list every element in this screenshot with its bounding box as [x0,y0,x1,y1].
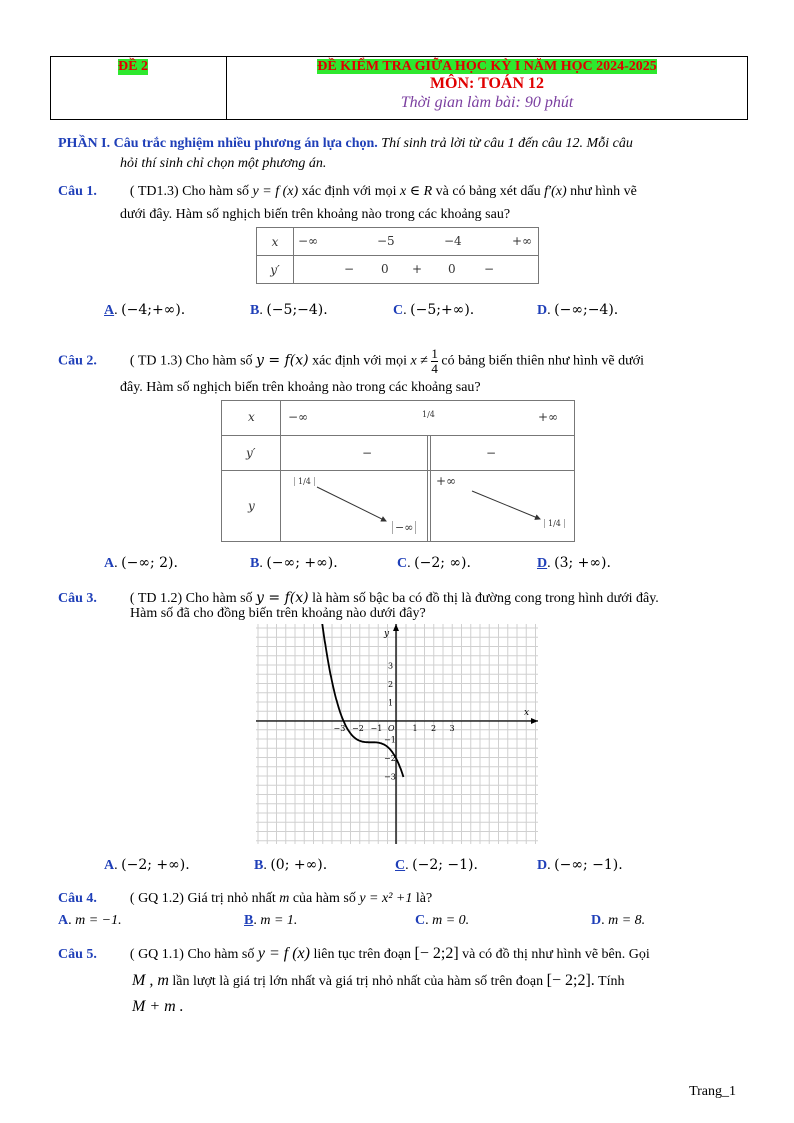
q2-y-val: −∞ [392,521,416,534]
q2-option-d[interactable]: D. (3; +∞). [537,555,611,571]
q3-xtick: 2 [431,724,437,733]
q3-text: ( TD 1.2) Cho hàm số [129,591,253,606]
q1-text: như hình vẽ [570,184,637,199]
q2-x-val: −∞ [288,410,309,424]
title-cell [227,57,747,119]
q2-x-val: 1/4 [422,410,435,419]
q2-frac-num: 1 [431,346,438,361]
q1-x-val: −∞ [298,234,319,248]
q2-option-b[interactable]: B. (−∞; +∞). [250,555,338,571]
q3-option-d[interactable]: D. (−∞; −1). [537,857,623,873]
q1-x-val: +∞ [512,234,533,248]
q3-xtick: −2 [352,724,364,733]
q1-text: ( TD1.3) Cho hàm số [129,184,250,199]
q2-x-val: +∞ [538,410,559,424]
q2-text: ( TD 1.3) Cho hàm số [129,353,253,369]
q3-ytick: −1 [384,735,396,745]
part1-heading [58,133,633,155]
q5-label: Câu 5. [58,947,97,962]
q3-xtick: −1 [370,724,383,733]
q5-line3: M + m . [132,998,184,1015]
q3-xtick: −3 [333,724,346,733]
q2-variation-table [221,400,575,542]
q1-sign: 0 [381,262,389,276]
q3-option-a[interactable]: A. (−2; +∞). [104,857,190,873]
q1-x-val: −5 [377,234,395,248]
q5-text: liên tục trên đoạn [313,947,412,962]
q1-table-yp: y′ [257,256,294,284]
q2-math: x ≠ [410,353,428,369]
q4-math: m [279,891,290,906]
q1-sign: 0 [448,262,456,276]
q1-x-val: −4 [444,234,462,248]
q1-table-yprow [294,256,539,284]
q4-option-a[interactable]: A. m = −1. [58,913,122,928]
q3-graph [256,624,538,844]
q1-text: và có bảng xét dấu [435,184,541,199]
q2-line1 [58,347,644,376]
page-number: Trang_1 [689,1084,736,1099]
q3-ytick: −2 [384,754,396,763]
q3-ytick: 3 [388,661,394,671]
q2-frac-den: 4 [431,361,438,376]
q2-fraction [431,347,438,376]
q3-origin: O [388,724,395,733]
q3-ytick: 2 [388,680,394,689]
q5-text: lần lượt là giá trị lớn nhất và giá trị nhỏ nhất của hàm số trên đoạn [172,974,544,989]
q4-line1 [58,888,432,910]
q2-x-head: x [248,410,255,424]
q2-y-val: 1/4 [294,477,315,486]
q3-ylabel: y [384,629,390,639]
q1-line1 [58,181,637,203]
exam-code-cell [51,57,227,119]
q3-ytick: 1 [388,698,394,708]
subject: MÔN: TOÁN 12 [429,75,545,92]
q3-xtick: 1 [412,724,418,733]
q2-option-c[interactable]: C. (−2; ∞). [397,555,471,571]
part1-instr2: hỏi thí sinh chỉ chọn một phương án. [120,156,327,171]
q2-text: có bảng biến thiên như hình vẽ dưới [441,353,644,369]
q4-option-b[interactable]: B. m = 1. [244,913,298,928]
q2-y-head: y [248,499,255,513]
part1-instr1: Thí sinh trả lời từ câu 1 đến câu 12. Mỗi câu [381,136,633,151]
q1-line2: dưới đây. Hàm số nghịch biến trên khoảng nào trong các khoảng sau? [120,207,511,222]
q1-math: f′(x) [544,184,567,199]
q2-yp-head: y′ [246,446,256,460]
q3-option-c[interactable]: C. (−2; −1). [395,857,478,873]
q5-text: Tính [598,974,625,989]
q1-sign: − [484,262,495,276]
exam-time: Thời gian làm bài: 90 phút [400,94,574,111]
q1-math: x ∈ R [400,184,433,199]
q2-y-val: 1/4 [544,519,565,528]
q2-label: Câu 2. [58,353,97,369]
q4-text: là? [415,891,433,906]
q4-text: của hàm số [292,891,356,906]
q1-label: Câu 1. [58,184,97,199]
q2-arrows [222,401,574,541]
header-table [50,56,748,120]
q2-line2: đây. Hàm số nghịch biến trên khoảng nào trong các khoảng sau? [120,380,481,395]
q3-xlabel: x [524,708,530,718]
q4-math: y = x² +1 [359,891,413,906]
q3-math: y = f(x) [256,590,309,606]
q4-option-d[interactable]: D. m = 8. [591,913,646,928]
q5-math: [− 2;2] [414,945,459,962]
q3-ytick: −3 [384,772,396,782]
q4-option-c[interactable]: C. m = 0. [415,913,470,928]
q4-label: Câu 4. [58,891,97,906]
q2-yp-sign: − [486,446,497,460]
q5-text: ( GQ 1.1) Cho hàm số [129,947,255,962]
q1-option-d[interactable]: D. (−∞;−4). [537,302,619,318]
q3-text: là hàm số bậc ba có đồ thị là đường cong trong hình dưới đây. [312,591,659,606]
q5-math: y = f (x) [257,945,310,962]
q2-yp-sign: − [362,446,373,460]
q3-line2: Hàm số đã cho đồng biến trên khoảng nào dưới đây? [130,606,426,621]
q1-text: xác định với mọi [301,184,397,199]
q5-line2 [132,970,624,993]
q1-option-c[interactable]: C. (−5;+∞). [393,302,475,318]
part1-label: PHẦN I. Câu trắc nghiệm nhiều phương án lựa chọn. [58,136,378,151]
q1-sign: − [344,262,355,276]
q5-text: và có đồ thị như hình vẽ bên. Gọi [462,947,650,962]
q1-option-a[interactable]: A. (−4;+∞). [104,302,186,318]
q5-line1 [58,943,650,966]
q2-option-a[interactable]: A. (−∞; 2). [104,555,178,571]
q1-math: y = f (x) [252,184,299,199]
q2-text: xác định với mọi [312,353,407,369]
q1-sign: + [412,262,423,276]
q2-y-val: +∞ [436,474,457,488]
exam-title: ĐỀ KIỂM TRA GIỮA HỌC KỲ I NĂM HỌC 2024-2025 [317,59,657,74]
q3-label: Câu 3. [58,591,97,606]
q5-math: M , m [132,972,169,989]
q1-option-b[interactable]: B. (−5;−4). [250,302,328,318]
q3-xtick: 3 [449,724,455,733]
exam-code: ĐỀ 2 [118,59,148,74]
q1-table-x: x [257,228,294,256]
q2-math: y = f(x) [256,352,309,369]
q5-math: [− 2;2]. [546,972,595,989]
q1-table-xrow [294,228,539,256]
q1-sign-table [256,227,539,284]
q3-option-b[interactable]: B. (0; +∞). [254,857,328,873]
q4-text: ( GQ 1.2) Giá trị nhỏ nhất [129,891,276,906]
